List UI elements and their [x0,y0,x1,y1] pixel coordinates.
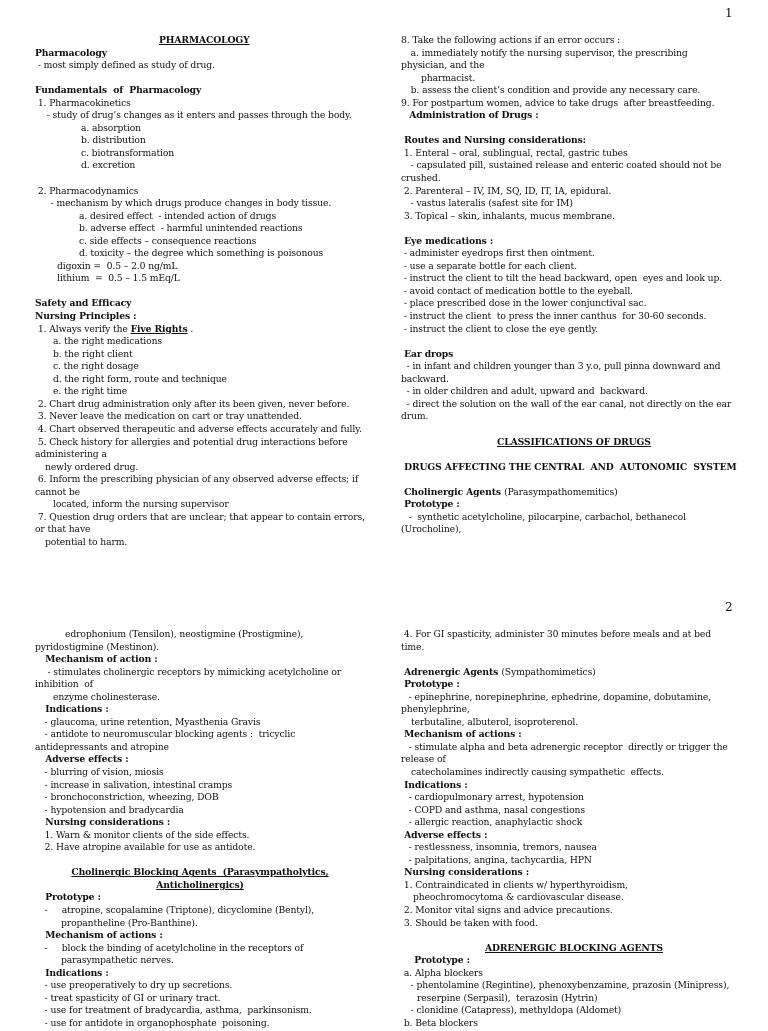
line-text: - in infant and children younger than 3 y.o, pull pinna downward and [401,361,721,373]
text-line [35,110,365,123]
text-line [401,918,729,931]
text-line [401,943,729,956]
line-text: Routes and Nursing considerations: [401,135,586,147]
text-line [35,349,365,362]
text-line [401,374,737,387]
line-text: Adverse effects : [39,754,129,766]
line-text: 2. Have atropine available for use as antidote. [39,842,256,854]
line-text: Nursing considerations : [401,867,530,879]
text-line [35,361,365,374]
line-text: release of [401,754,446,766]
line-text: - use a separate bottle for each client. [401,260,577,272]
text-line [35,855,365,868]
text-line [35,248,365,261]
text-line [401,60,737,73]
text-line [35,905,365,918]
line-text: time. [401,641,425,653]
page1-left-column [35,35,365,549]
line-text: catecholamines indirectly causing sympathetic effects. [411,767,664,779]
line-text: - block the binding of acetylcholine in the receptors of [39,942,304,954]
line-text: inhibition of [35,679,93,691]
line-text: Nursing considerations : [39,817,171,829]
line-text: Prototype : [405,955,470,967]
line-text: - most simply defined as study of drug. [35,60,215,72]
text-line [401,98,737,111]
text-line [35,135,365,148]
line-text: - clonidine (Catapress), methyldopa (Aldomet) [405,1005,622,1017]
text-line [35,717,365,730]
line-text: Prototype : [401,499,460,511]
text-line [401,273,737,286]
line-text: 3. Topical – skin, inhalants, mucus membrane. [401,210,615,222]
line-text: CLASSIFICATIONS OF DRUGS [497,436,651,448]
text-line [35,1018,365,1031]
text-line [401,805,729,818]
text-line [401,892,729,905]
text-line [35,273,365,286]
line-text: - use for treatment of bradycardia, asthma, parkinsonism. [39,1005,312,1017]
text-line [35,198,365,211]
text-line [401,437,737,450]
line-text: - use for antidote in organophosphate poisoning. [39,1017,270,1029]
line-text: Eye medications : [401,235,494,247]
line-text: - palpitations, angina, tachycardia, HPN [403,854,592,866]
text-line [401,524,737,537]
line-text: b. adverse effect - harmful unintended reactions [79,223,303,235]
text-line [401,286,737,299]
line-text: backward. [401,373,449,385]
text-line [35,399,365,412]
text-line [35,642,365,655]
line-text: located, inform the nursing supervisor [53,499,229,511]
line-text: 2. Parenteral – IV, IM, SQ, ID, IT, IA, epidural. [401,185,612,197]
text-line [35,48,365,61]
line-text: 4. Chart observed therapeutic and adverse effects accurately and fully. [35,423,362,435]
text-line [401,993,729,1006]
page2-left-column [35,629,365,1031]
text-line [35,792,365,805]
text-line [401,35,737,48]
text-line [401,842,729,855]
text-line [35,930,365,943]
text-line [401,930,729,943]
text-line [401,968,729,981]
text-line [401,654,729,667]
line-text: 1. Always verify the [35,323,131,335]
line-text: Indications : [39,967,109,979]
line-text: - instruct the client to close the eye gently. [401,323,599,335]
text-line [35,767,365,780]
text-line [401,123,737,136]
text-line [401,487,737,500]
line-text: pheochromocytoma & cardiovascular disease. [413,892,624,904]
text-line [35,148,365,161]
text-line [401,449,737,462]
line-text: Adverse effects : [401,829,488,841]
line-text: 4. For GI spasticity, administer 30 minutes before meals and at bed [401,629,711,640]
line-text: DRUGS AFFECTING THE CENTRAL AND AUTONOMIC SYSTEM [401,461,737,473]
line-text: - phentolamine (Regintine), phenoxybenzamine, prazosin (Minipress), [405,980,730,992]
text-line [401,411,737,424]
line-text: parasympathetic nerves. [61,955,174,967]
text-line [401,867,729,880]
text-line [35,487,365,500]
line-text: 1. Pharmacokinetics [35,97,131,109]
text-line [401,186,737,199]
text-line [35,98,365,111]
text-line [401,980,729,993]
line-text: enzyme cholinesterase. [53,691,160,703]
line-text: administering a [35,449,107,461]
line-text: - in older children and adult, upward and backward. [401,386,648,398]
line-text: pyridostigmine (Mestinon). [35,641,160,653]
text-line [401,298,737,311]
text-line [35,817,365,830]
line-text: Anticholinergics) [156,879,244,891]
text-line [401,386,737,399]
text-line [401,780,729,793]
line-text: Mechanism of action : [39,654,158,666]
line-text: - avoid contact of medication bottle to the eyeball. [401,285,633,297]
text-line [401,955,729,968]
text-line [401,261,737,274]
line-text: Cholinergic Agents [401,486,505,498]
text-line [401,135,737,148]
line-text: lithium = 0.5 – 1.5 mEq/L [57,273,180,285]
text-line [401,424,737,437]
line-text: b. assess the client’s condition and provide any necessary care. [405,85,701,97]
page-number: 1 [725,6,733,20]
line-text: (Urocholine), [401,524,462,536]
text-line [401,1018,729,1031]
line-text: terbutaline, albuterol, isoproterenol. [411,716,579,728]
line-text: e. the right time [53,386,128,398]
text-line [401,667,729,680]
line-text: a. absorption [81,122,141,134]
text-line [35,286,365,299]
line-text: - allergic reaction, anaphylactic shock [403,817,583,829]
line-text: - antidote to neuromuscular blocking agents : tricyclic [39,729,296,741]
line-text: 5. Check history for allergies and potential drug interactions before [35,436,348,448]
text-line [401,110,737,123]
text-line [401,499,737,512]
text-line [401,198,737,211]
line-text: - blurring of vision, miosis [39,767,164,779]
text-line [35,324,365,337]
text-line [35,60,365,73]
text-line [35,692,365,705]
text-line [35,805,365,818]
text-line [401,148,737,161]
line-text: potential to harm. [45,536,128,548]
line-text: PHARMACOLOGY [159,35,250,46]
line-text: Ear drops [401,348,454,360]
text-line [35,679,365,692]
text-line [35,73,365,86]
text-line [35,537,365,550]
line-text: d. toxicity – the degree which something is poisonous [79,248,324,260]
line-text: cannot be [35,486,81,498]
line-text: d. excretion [81,160,136,172]
text-line [35,437,365,450]
line-text: 1. Contraindicated in clients w/ hyperthyroidism, [401,879,628,891]
text-line [401,462,737,475]
text-line [401,792,729,805]
line-text: - instruct the client to tilt the head backward, open eyes and look up. [401,273,723,285]
line-text: Indications : [401,779,468,791]
line-text: d. the right form, route and technique [53,373,227,385]
line-tail-text: (Parasympathomemitics) [504,486,618,498]
text-line [401,324,737,337]
line-text: - cardiopulmonary arrest, hypotension [403,792,584,804]
text-line [35,386,365,399]
line-text: Prototype : [39,892,101,904]
text-line [401,679,729,692]
text-line [401,211,737,224]
text-line [35,780,365,793]
text-line [35,892,365,905]
text-line [401,248,737,261]
text-line [401,692,729,705]
text-line [35,411,365,424]
line-text: - atropine, scopalamine (Triptone), dicyclomine (Bentyl), [39,905,315,917]
text-line [35,462,365,475]
text-line [35,918,365,931]
line-text: ADRENERGIC BLOCKING AGENTS [485,942,663,954]
text-line [401,754,729,767]
line-text: b. Beta blockers [401,1017,478,1029]
text-line [35,667,365,680]
line-text: or that have [35,524,91,536]
text-line [401,905,729,918]
text-line [401,160,737,173]
text-line [35,160,365,173]
text-line [35,261,365,274]
text-line [35,336,365,349]
line-text: 3. Never leave the medication on cart or tray unattended. [35,411,302,423]
text-line [401,48,737,61]
text-line [35,704,365,717]
text-line [401,629,729,642]
text-line [401,223,737,236]
text-line [401,349,737,362]
line-text: 2. Chart drug administration only after its been given, never before. [35,398,350,410]
text-line [401,173,737,186]
line-text: Mechanism of actions : [39,930,163,942]
text-line [401,361,737,374]
line-text: - treat spasticity of GI or urinary tract. [39,992,221,1004]
text-line [35,830,365,843]
line-text: - place prescribed dose in the lower conjunctival sac. [401,298,647,310]
line-text: a. immediately notify the nursing supervisor, the prescribing [405,47,688,59]
line-text: 2. Pharmacodynamics [35,185,139,197]
line-text: - COPD and asthma, nasal congestions [403,804,585,816]
text-line [35,993,365,1006]
text-line [35,173,365,186]
line-text: - stimulate alpha and beta adrenergic receptor directly or trigger the [403,741,728,753]
line-text: Safety and Efficacy [35,298,132,310]
line-text: crushed. [401,173,441,185]
line-text: 6. Inform the prescribing physician of any observed adverse effects; if [35,474,359,486]
line-text: b. distribution [81,135,146,147]
line-text: 1. Enteral – oral, sublingual, rectal, gastric tubes [401,147,628,159]
line-text: reserpine (Serpasil), terazosin (Hytrin) [417,992,598,1004]
text-line [401,311,737,324]
line-text: c. biotransformation [81,147,175,159]
line-text: phenylephrine, [401,704,470,716]
line-text: - capsulated pill, sustained release and enteric coated should not be [405,160,722,172]
text-line [35,654,365,667]
text-line [35,424,365,437]
line-text: - stimulates cholinergic receptors by mimicking acetylcholine or [39,666,342,678]
text-line [35,512,365,525]
text-line [35,524,365,537]
text-line [35,968,365,981]
text-line [35,729,365,742]
line-text: digoxin = 0.5 – 2.0 ng/mL [57,260,178,272]
line-text: pharmacist. [421,72,476,84]
text-line [35,1005,365,1018]
text-line [35,742,365,755]
text-line [35,499,365,512]
text-line [401,73,737,86]
text-line [35,298,365,311]
line-text: 7. Question drug orders that are unclear; that appear to contain errors, [35,511,365,523]
text-line [401,855,729,868]
text-line [35,880,365,893]
line-text: - study of drug’s changes as it enters and passes through the body. [41,110,352,122]
page-number: 2 [725,600,733,614]
line-text: 8. Take the following actions if an error occurs : [401,35,621,46]
line-text: antidepressants and atropine [35,741,169,753]
line-text: - direct the solution on the wall of the ear canal, not directly on the ear [401,398,732,410]
text-line [401,729,729,742]
text-line [35,223,365,236]
text-line [35,85,365,98]
text-line [35,311,365,324]
text-line [35,943,365,956]
line-text: 1. Warn & monitor clients of the side effects. [39,829,250,841]
line-text: a. desired effect - intended action of drugs [79,210,277,222]
line-text: 9. For postpartum women, advice to take drugs after breastfeeding. [401,97,715,109]
line-text: Fundamentals of Pharmacology [35,85,202,97]
text-line [35,474,365,487]
line-text: edrophonium (Tensilon), neostigmine (Prostigmine), [65,629,304,640]
line-text: Cholinergic Blocking Agents (Parasympatholytics, [71,867,329,879]
text-line [401,767,729,780]
text-line [401,642,729,655]
line-text: c. the right dosage [53,361,139,373]
line-text: - increase in salivation, intestinal cramps [39,779,233,791]
line-text: - restlessness, insomnia, tremors, nausea [403,842,597,854]
text-line [35,236,365,249]
text-line [401,512,737,525]
line-text: - glaucoma, urine retention, Myasthenia Gravis [39,716,261,728]
text-line [35,374,365,387]
text-line [35,35,365,48]
line-text: c. side effects – consequence reactions [79,235,257,247]
text-line [401,717,729,730]
line-text: propantheline (Pro-Banthine). [61,917,198,929]
text-line [401,704,729,717]
line-text: b. the right client [53,348,133,360]
line-text: Administration of Drugs : [403,110,539,122]
line-text: Prototype : [401,679,460,691]
line-text: Nursing Principles : [35,311,137,323]
line-text: a. the right medications [53,336,163,348]
text-line [401,1005,729,1018]
line-text: - use preoperatively to dry up secretions. [39,980,233,992]
line-text: - mechanism by which drugs produce changes in body tissue. [45,198,332,210]
page2-right-column [401,629,729,1031]
text-line [401,236,737,249]
line-text: physician, and the [401,60,485,72]
line-text: - synthetic acetylcholine, pilocarpine, carbachol, bethanecol [403,511,686,523]
line-text: - hypotension and bradycardia [39,804,184,816]
line-text: Pharmacology [35,47,107,59]
text-line [35,980,365,993]
line-tail-text: (Sympathomimetics) [501,666,596,678]
text-line [401,742,729,755]
line-text: newly ordered drug. [45,461,139,473]
text-line [401,474,737,487]
line-text: - vastus lateralis (safest site for IM) [405,198,573,210]
text-line [35,842,365,855]
line-text: - epinephrine, norepinephrine, ephedrine, dopamine, dobutamine, [403,691,712,703]
line-text: drum. [401,411,429,423]
text-line [35,867,365,880]
text-line [401,817,729,830]
line-text: - bronchoconstriction, wheezing, DOB [39,792,219,804]
line-text: Adrenergic Agents [401,666,502,678]
text-line [401,830,729,843]
text-line [35,123,365,136]
line-text: - instruct the client to press the inner canthus for 30-60 seconds. [401,311,707,323]
text-line [35,754,365,767]
line-text: Mechanism of actions : [401,729,522,741]
text-line [401,336,737,349]
text-line [35,449,365,462]
text-line [35,211,365,224]
line-text: Indications : [39,704,109,716]
line-text: - administer eyedrops first then ointment. [401,248,595,260]
text-line [401,399,737,412]
text-line [401,85,737,98]
line-end-text: . [187,323,194,335]
text-line [401,880,729,893]
line-tail-text: Five Rights [130,323,188,335]
line-text: 3. Should be taken with food. [401,917,538,929]
text-line [35,955,365,968]
text-line [35,629,365,642]
line-text: 2. Monitor vital signs and advice precautions. [401,905,613,917]
page1-right-column [401,35,737,537]
text-line [35,186,365,199]
line-text: a. Alpha blockers [401,967,483,979]
